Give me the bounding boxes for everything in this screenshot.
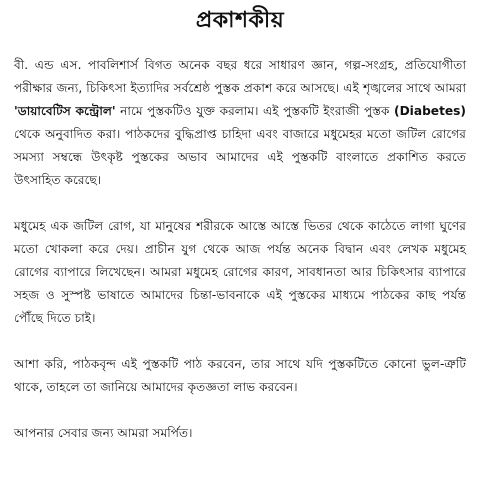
page-title: প্রকাশকীয় (195, 8, 285, 33)
book-title: 'ডায়াবেটিস কন্ট্রোল' (14, 104, 116, 118)
paragraph-disease: মধুমেহ এক জটিল রোগ, যা মানুষের শরীরকে আস্তে আস্তে ভিতর থেকে কাঠেতে লাগা ঘুণের মতো খোকলা করে দেয়। প্রাচীন যুগ থেকে আজ পর্যন্ত অনেক বিদ্বান এবং লেখক মধুমেহ রোগের ব্যাপারে লিখেছেন। আমরা মধুমেহ রোগের কারণ, সাবধানতা আর চিকিৎসার ব্যাপারে সহজ ও সুস্পষ্ট ভাষাতে আমাদের চিন্তা-ভাবনাকে এই পুস্তকের মাধ্যমে পাঠকের কাছ পর্যন্ত পৌঁছে দিতে চাই। (14, 219, 466, 325)
paragraph-intro-part1: বী. এন্ড এস. পাবলিশার্স বিগত অনেক বছর ধরে সাধারণ জ্ঞান, গল্প-সংগ্রহ, প্রতিযোগীতা পরীক্ষার জন্য, চিকিৎসা ইত্যাদির সর্বশ্রেষ্ঠ পুস্তক প্রকাশ করে আসছে। এই শৃঙ্খলের সাথে আমরা (14, 58, 466, 95)
paragraph-intro-part2: নামে পুস্তকটিও যুক্ত করলাম। এই পুস্তকটি ইংরাজী পুস্তক (115, 104, 394, 118)
paragraph-closing: আপনার সেবার জন্য আমরা সমর্পিত। (14, 426, 193, 440)
paragraph-intro (14, 54, 466, 192)
paragraph-intro-part3: থেকে অনুবাদিত করা। পাঠকদের বুদ্ধিপ্রাপ্ত চাহিদা এবং বাজারে মধুমেহর মতো জটিল রোগের সমস্যা সম্বন্ধে উৎকৃষ্ট পুস্তকের অভাব আমাদের এই পুস্তকটি বাংলাতে প্রকাশিত করতে উৎসাহিত করেছে। (14, 127, 466, 187)
english-book-title: (Diabetes) (394, 104, 466, 118)
paragraph-hope: আশা করি, পাঠকবৃন্দ এই পুস্তকটি পাঠ করবেন, তার সাথে যদি পুস্তকটিতে কোনো ভুল-ত্রুটি থাকে, তাহলে তা জানিয়ে আমাদের কৃতজ্ঞতা লাভ করবেন। (14, 357, 466, 394)
